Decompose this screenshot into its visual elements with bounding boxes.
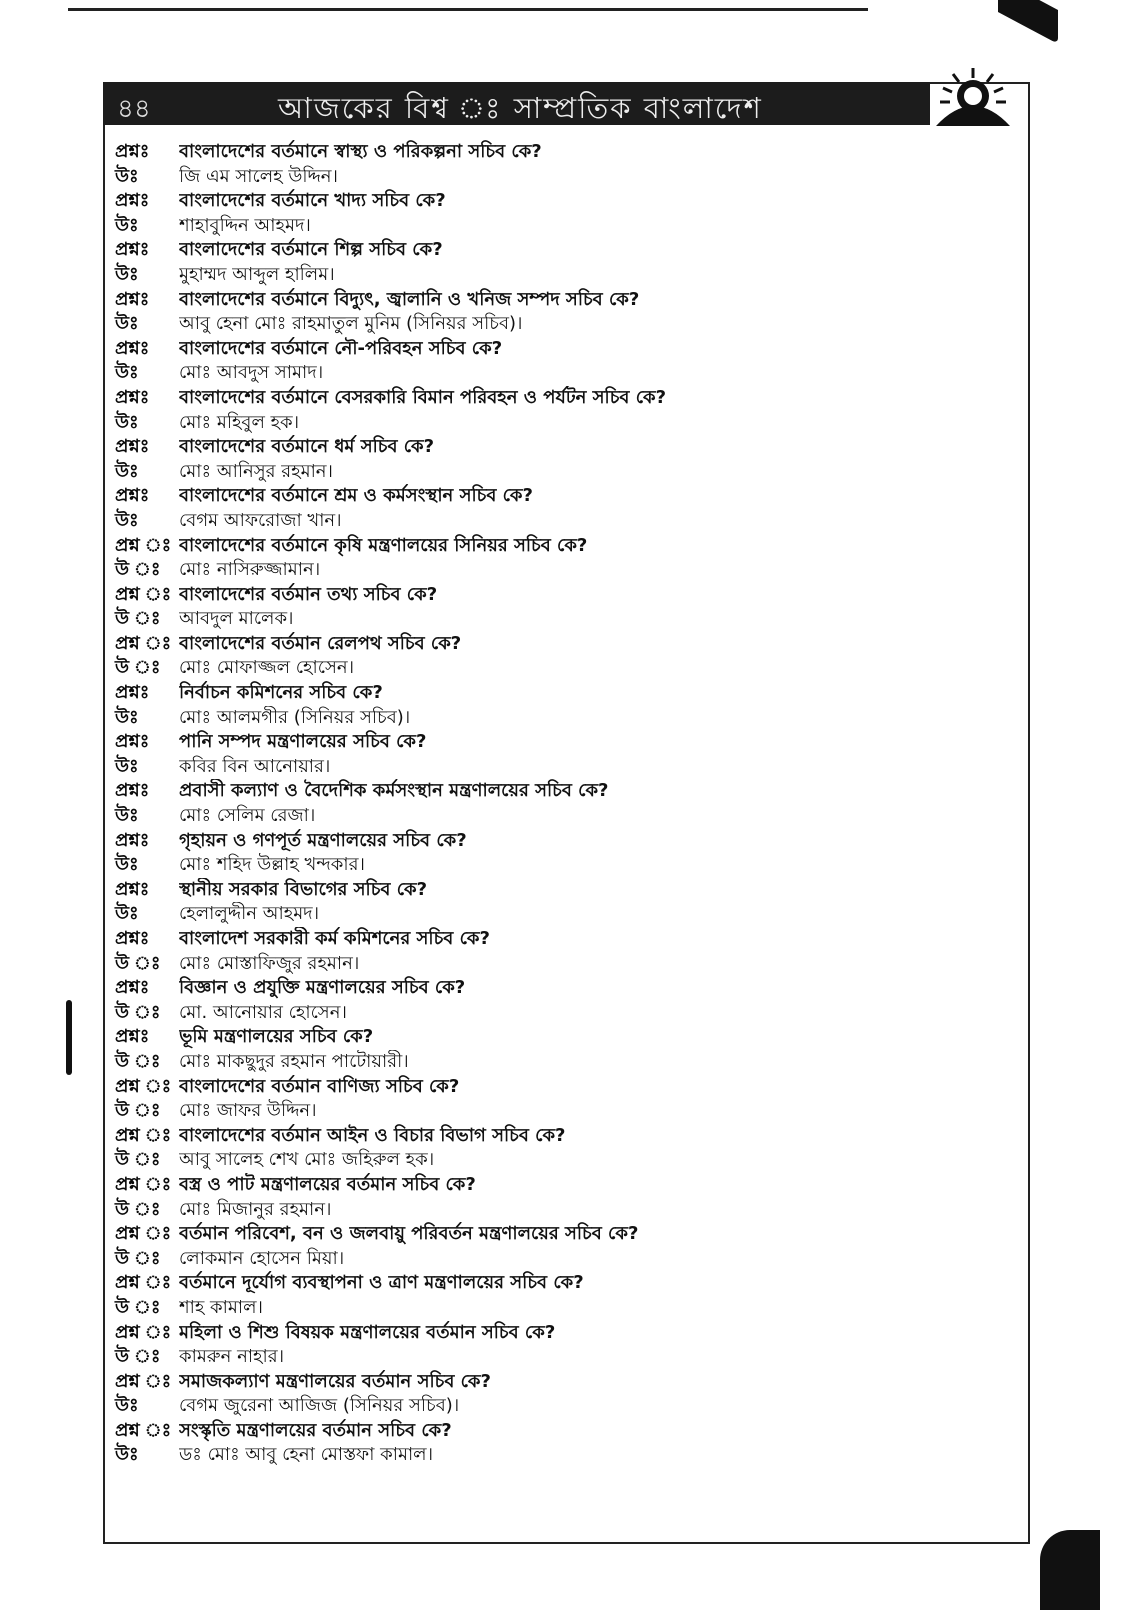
question-row bbox=[115, 288, 1015, 313]
answer-label: উ ঃ bbox=[115, 1296, 161, 1318]
question-text: স্থানীয় সরকার বিভাগের সচিব কে? bbox=[179, 878, 428, 900]
answer-text: শাহাবুদ্দিন আহমদ। bbox=[179, 214, 311, 236]
answer-label: উঃ bbox=[115, 411, 139, 433]
question-text: বাংলাদেশের বর্তমানে শ্রম ও কর্মসংস্থান সচিব কে? bbox=[179, 485, 533, 507]
question-row bbox=[115, 1173, 1015, 1198]
answer-row bbox=[115, 755, 1015, 780]
answer-text: আবু সালেহ শেখ মোঃ জহিরুল হক। bbox=[179, 1149, 435, 1171]
question-row bbox=[115, 1321, 1015, 1346]
answer-text: মোঃ আলমগীর (সিনিয়র সচিব)। bbox=[179, 706, 411, 728]
question-label: প্রশ্ন ঃ bbox=[115, 632, 172, 654]
margin-mark bbox=[66, 1000, 72, 1075]
page-number: ৪৪ bbox=[117, 94, 151, 124]
answer-label: উ ঃ bbox=[115, 952, 161, 974]
question-row bbox=[115, 730, 1015, 755]
corner-mark bbox=[1040, 1530, 1100, 1610]
answer-label: উঃ bbox=[115, 1444, 139, 1466]
answer-row bbox=[115, 1296, 1015, 1321]
question-row bbox=[115, 484, 1015, 509]
question-row bbox=[115, 927, 1015, 952]
answer-row bbox=[115, 1394, 1015, 1419]
question-label: প্রশ্ন ঃ bbox=[115, 1223, 172, 1245]
answer-label: উঃ bbox=[115, 313, 139, 335]
question-label: প্রশ্নঃ bbox=[115, 141, 150, 162]
answer-label: উ ঃ bbox=[115, 657, 161, 679]
question-text: প্রবাসী কল্যাণ ও বৈদেশিক কর্মসংস্থান মন্ত্রণালয়ের সচিব কে? bbox=[179, 780, 609, 802]
answer-label: উঃ bbox=[115, 509, 139, 531]
question-row bbox=[115, 779, 1015, 804]
question-text: বাংলাদেশের বর্তমান আইন ও বিচার বিভাগ সচিব কে? bbox=[179, 1124, 566, 1146]
answer-label: উ ঃ bbox=[115, 1001, 161, 1023]
answer-text: শাহ কামাল। bbox=[179, 1296, 263, 1318]
answer-row bbox=[115, 214, 1015, 239]
question-label: প্রশ্ন ঃ bbox=[115, 1124, 172, 1146]
answer-label: উঃ bbox=[115, 165, 139, 187]
question-label: প্রশ্নঃ bbox=[115, 878, 150, 900]
answer-text: মোঃ মোফাজ্জল হোসেন। bbox=[179, 657, 355, 679]
question-text: বাংলাদেশের বর্তমান তথ্য সচিব কে? bbox=[179, 583, 438, 605]
question-label: প্রশ্নঃ bbox=[115, 780, 150, 802]
question-label: প্রশ্ন ঃ bbox=[115, 1272, 172, 1294]
question-text: মহিলা ও শিশু বিষয়ক মন্ত্রণালয়ের বর্তমান সচিব কে? bbox=[179, 1321, 556, 1343]
question-label: প্রশ্নঃ bbox=[115, 288, 150, 310]
answer-text: মো. আনোয়ার হোসেন। bbox=[179, 1001, 347, 1023]
question-label: প্রশ্নঃ bbox=[115, 1026, 150, 1048]
answer-text: মোঃ জাফর উদ্দিন। bbox=[179, 1100, 317, 1122]
answer-row bbox=[115, 1198, 1015, 1223]
answer-row bbox=[115, 1001, 1015, 1026]
question-label: প্রশ্নঃ bbox=[115, 386, 150, 408]
question-text: সংস্কৃতি মন্ত্রণালয়ের বর্তমান সচিব কে? bbox=[179, 1419, 452, 1441]
answer-row bbox=[115, 361, 1015, 386]
answer-row bbox=[115, 902, 1015, 927]
answer-row bbox=[115, 509, 1015, 534]
question-label: প্রশ্ন ঃ bbox=[115, 1419, 172, 1441]
question-row bbox=[115, 1124, 1015, 1149]
question-text: পানি সম্পদ মন্ত্রণালয়ের সচিব কে? bbox=[179, 731, 427, 753]
answer-text: আবদুল মালেক। bbox=[179, 608, 294, 630]
question-label: প্রশ্ন ঃ bbox=[115, 1370, 172, 1392]
answer-label: উ ঃ bbox=[115, 1149, 161, 1171]
question-row bbox=[115, 386, 1015, 411]
question-row bbox=[115, 1222, 1015, 1247]
question-text: বিজ্ঞান ও প্রযুক্তি মন্ত্রণালয়ের সচিব কে? bbox=[179, 977, 466, 999]
answer-text: মুহাম্মদ আব্দুল হালিম। bbox=[179, 263, 335, 285]
question-row bbox=[115, 337, 1015, 362]
answer-text: মোঃ নাসিরুজ্জামান। bbox=[179, 559, 321, 581]
question-label: প্রশ্নঃ bbox=[115, 485, 150, 507]
question-text: গৃহায়ন ও গণপূর্ত মন্ত্রণালয়ের সচিব কে? bbox=[179, 829, 467, 851]
answer-row bbox=[115, 411, 1015, 436]
question-label: প্রশ্নঃ bbox=[115, 682, 150, 704]
answer-text: মোঃ আনিসুর রহমান। bbox=[179, 460, 333, 482]
question-label: প্রশ্নঃ bbox=[115, 436, 150, 458]
answer-text: বেগম জুরেনা আজিজ (সিনিয়র সচিব)। bbox=[179, 1395, 460, 1417]
answer-row bbox=[115, 607, 1015, 632]
answer-label: উ ঃ bbox=[115, 1100, 161, 1122]
running-header bbox=[103, 82, 930, 125]
corner-mark bbox=[998, 0, 1058, 44]
answer-label: উ ঃ bbox=[115, 559, 161, 581]
answer-row bbox=[115, 853, 1015, 878]
question-row bbox=[115, 1271, 1015, 1296]
question-row bbox=[115, 1419, 1015, 1444]
question-text: বাংলাদেশের বর্তমানে স্বাস্থ্য ও পরিকল্পনা সচিব কে? bbox=[179, 141, 542, 162]
question-label: প্রশ্ন ঃ bbox=[115, 1075, 172, 1097]
answer-label: উঃ bbox=[115, 214, 139, 236]
question-row bbox=[115, 681, 1015, 706]
question-text: বাংলাদেশের বর্তমানে ধর্ম সচিব কে? bbox=[179, 436, 435, 458]
answer-row bbox=[115, 312, 1015, 337]
answer-text: মোঃ মিজানুর রহমান। bbox=[179, 1198, 332, 1220]
answer-text: মোঃ সেলিম রেজা। bbox=[179, 805, 316, 827]
question-text: নির্বাচন কমিশনের সচিব কে? bbox=[179, 682, 383, 704]
answer-row bbox=[115, 460, 1015, 485]
answer-label: উ ঃ bbox=[115, 1346, 161, 1368]
answer-row bbox=[115, 804, 1015, 829]
question-label: প্রশ্নঃ bbox=[115, 337, 150, 359]
question-row bbox=[115, 583, 1015, 608]
question-row bbox=[115, 1370, 1015, 1395]
question-text: বাংলাদেশের বর্তমানে বেসরকারি বিমান পরিবহন ও পর্যটন সচিব কে? bbox=[179, 386, 667, 408]
answer-text: মোঃ মোস্তাফিজুর রহমান। bbox=[179, 952, 360, 974]
question-text: বাংলাদেশ সরকারী কর্ম কমিশনের সচিব কে? bbox=[179, 928, 490, 949]
answer-text: জি এম সালেহ উদ্দিন। bbox=[179, 165, 338, 187]
answer-label: উঃ bbox=[115, 706, 139, 728]
question-label: প্রশ্নঃ bbox=[115, 977, 150, 999]
question-text: বাংলাদেশের বর্তমানে খাদ্য সচিব কে? bbox=[179, 190, 446, 212]
answer-row bbox=[115, 263, 1015, 288]
question-label: প্রশ্নঃ bbox=[115, 731, 150, 753]
question-label: প্রশ্নঃ bbox=[115, 239, 150, 261]
answer-label: উঃ bbox=[115, 903, 139, 925]
question-row bbox=[115, 534, 1015, 559]
answer-label: উঃ bbox=[115, 263, 139, 285]
question-row bbox=[115, 238, 1015, 263]
answer-text: লোকমান হোসেন মিয়া। bbox=[179, 1247, 345, 1269]
question-row bbox=[115, 829, 1015, 854]
answer-label: উঃ bbox=[115, 362, 139, 384]
answer-text: মোঃ মাকছুদুর রহমান পাটোয়ারী। bbox=[179, 1050, 409, 1072]
question-text: সমাজকল্যাণ মন্ত্রণালয়ের বর্তমান সচিব কে? bbox=[179, 1370, 491, 1392]
running-title: আজকের বিশ্ব ঃ সাম্প্রতিক বাংলাদেশ bbox=[278, 91, 763, 125]
top-rule bbox=[68, 8, 868, 11]
answer-text: কামরুন নাহার। bbox=[179, 1346, 285, 1368]
question-text: বাংলাদেশের বর্তমানে শিল্প সচিব কে? bbox=[179, 239, 443, 261]
question-row bbox=[115, 632, 1015, 657]
question-text: বাংলাদেশের বর্তমান বাণিজ্য সচিব কে? bbox=[179, 1075, 460, 1097]
qa-list bbox=[115, 140, 1015, 1468]
question-text: বর্তমান পরিবেশ, বন ও জলবায়ু পরিবর্তন মন্ত্রণালয়ের সচিব কে? bbox=[179, 1223, 639, 1245]
answer-label: উ ঃ bbox=[115, 608, 161, 630]
question-label: প্রশ্নঃ bbox=[115, 928, 150, 949]
question-row bbox=[115, 1025, 1015, 1050]
question-label: প্রশ্নঃ bbox=[115, 190, 150, 212]
answer-label: উ ঃ bbox=[115, 1198, 161, 1220]
answer-label: উঃ bbox=[115, 854, 139, 876]
answer-label: উঃ bbox=[115, 460, 139, 482]
question-text: বাংলাদেশের বর্তমানে নৌ-পরিবহন সচিব কে? bbox=[179, 337, 503, 359]
answer-label: উঃ bbox=[115, 755, 139, 777]
answer-row bbox=[115, 1345, 1015, 1370]
question-row bbox=[115, 878, 1015, 903]
question-label: প্রশ্ন ঃ bbox=[115, 534, 172, 556]
question-label: প্রশ্নঃ bbox=[115, 829, 150, 851]
answer-row bbox=[115, 656, 1015, 681]
answer-text: কবির বিন আনোয়ার। bbox=[179, 755, 331, 777]
question-text: বর্তমানে দূর্যোগ ব্যবস্থাপনা ও ত্রাণ মন্ত্রণালয়ের সচিব কে? bbox=[179, 1272, 584, 1294]
answer-text: মোঃ মহিবুল হক। bbox=[179, 411, 300, 433]
answer-row bbox=[115, 165, 1015, 190]
question-row bbox=[115, 140, 1015, 165]
question-text: বাংলাদেশের বর্তমানে কৃষি মন্ত্রণালয়ের সিনিয়র সচিব কে? bbox=[179, 534, 588, 556]
answer-text: হেলালুদ্দীন আহমদ। bbox=[179, 903, 320, 925]
question-row bbox=[115, 976, 1015, 1001]
answer-row bbox=[115, 1050, 1015, 1075]
answer-label: উঃ bbox=[115, 1395, 139, 1417]
answer-text: মোঃ শহিদ উল্লাহ খন্দকার। bbox=[179, 854, 365, 876]
question-row bbox=[115, 189, 1015, 214]
answer-text: আবু হেনা মোঃ রাহমাতুল মুনিম (সিনিয়র সচিব)। bbox=[179, 313, 523, 335]
publisher-logo-icon bbox=[926, 66, 1020, 130]
answer-row bbox=[115, 1247, 1015, 1272]
question-text: বস্ত্র ও পাট মন্ত্রণালয়ের বর্তমান সচিব কে? bbox=[179, 1173, 476, 1195]
answer-row bbox=[115, 1148, 1015, 1173]
question-label: প্রশ্ন ঃ bbox=[115, 1173, 172, 1195]
question-text: ভূমি মন্ত্রণালয়ের সচিব কে? bbox=[179, 1026, 374, 1048]
answer-row bbox=[115, 558, 1015, 583]
answer-row bbox=[115, 706, 1015, 731]
answer-row bbox=[115, 1443, 1015, 1468]
answer-text: ডঃ মোঃ আবু হেনা মোস্তফা কামাল। bbox=[179, 1444, 434, 1466]
answer-text: মোঃ আবদুস সামাদ। bbox=[179, 362, 324, 384]
question-label: প্রশ্ন ঃ bbox=[115, 583, 172, 605]
question-row bbox=[115, 1075, 1015, 1100]
answer-text: বেগম আফরোজা খান। bbox=[179, 509, 342, 531]
answer-label: উ ঃ bbox=[115, 1247, 161, 1269]
question-label: প্রশ্ন ঃ bbox=[115, 1321, 172, 1343]
question-row bbox=[115, 435, 1015, 460]
question-text: বাংলাদেশের বর্তমান রেলপথ সচিব কে? bbox=[179, 632, 462, 654]
answer-label: উঃ bbox=[115, 805, 139, 827]
answer-label: উ ঃ bbox=[115, 1050, 161, 1072]
answer-row bbox=[115, 1099, 1015, 1124]
question-text: বাংলাদেশের বর্তমানে বিদ্যুৎ, জ্বালানি ও খনিজ সম্পদ সচিব কে? bbox=[179, 288, 640, 310]
answer-row bbox=[115, 952, 1015, 977]
